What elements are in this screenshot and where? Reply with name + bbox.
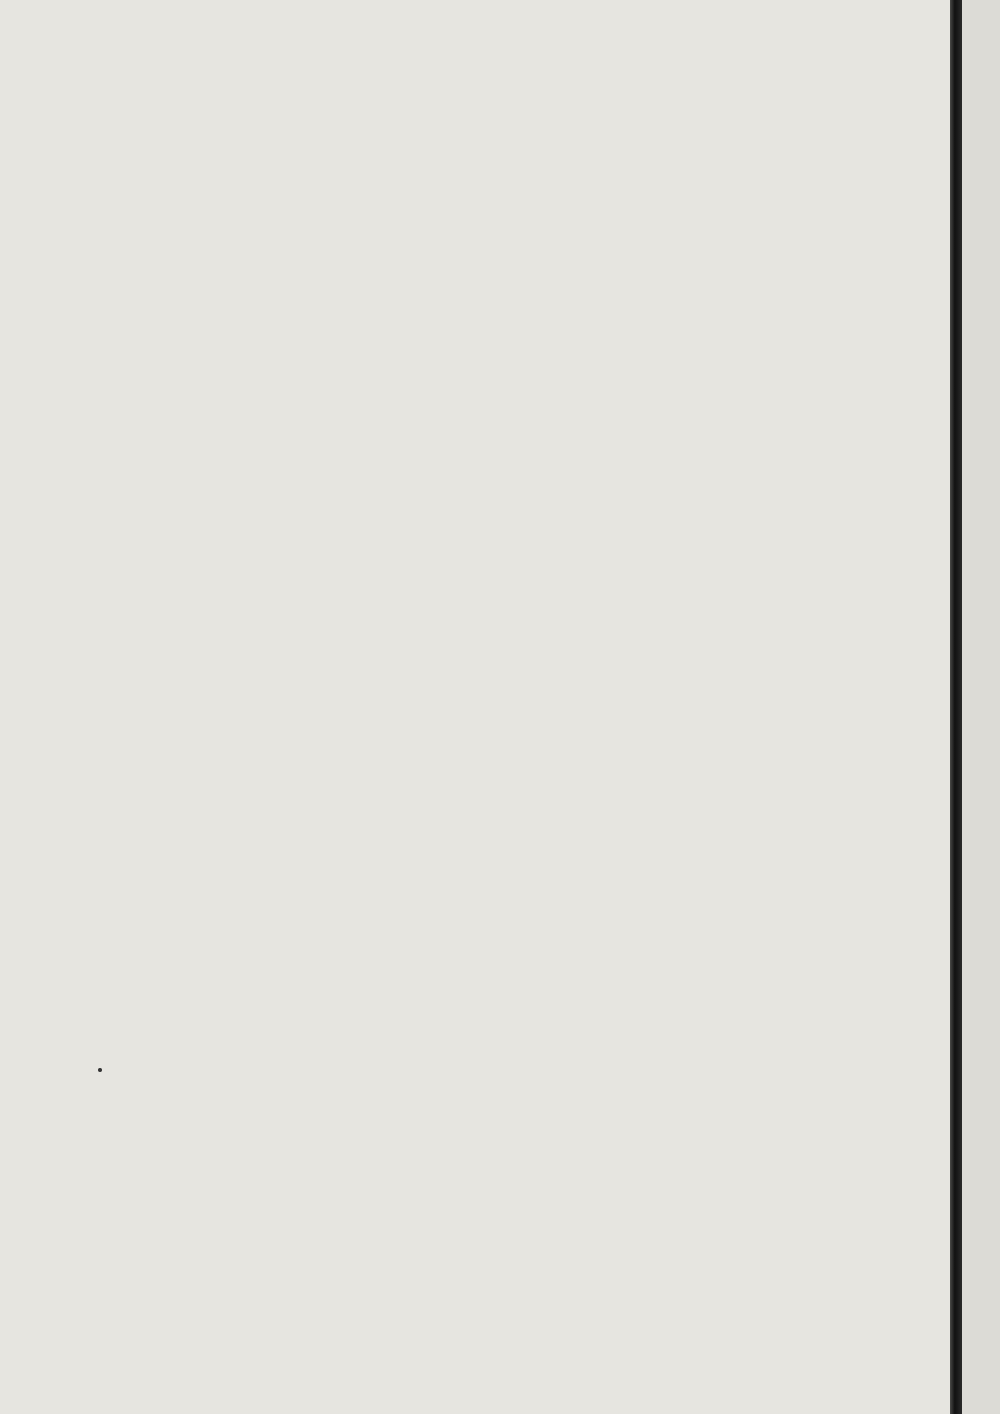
ink-speck (98, 1068, 102, 1072)
page-header (146, 22, 940, 46)
book-gutter (950, 0, 962, 1414)
next-page-edge (962, 0, 1000, 1414)
